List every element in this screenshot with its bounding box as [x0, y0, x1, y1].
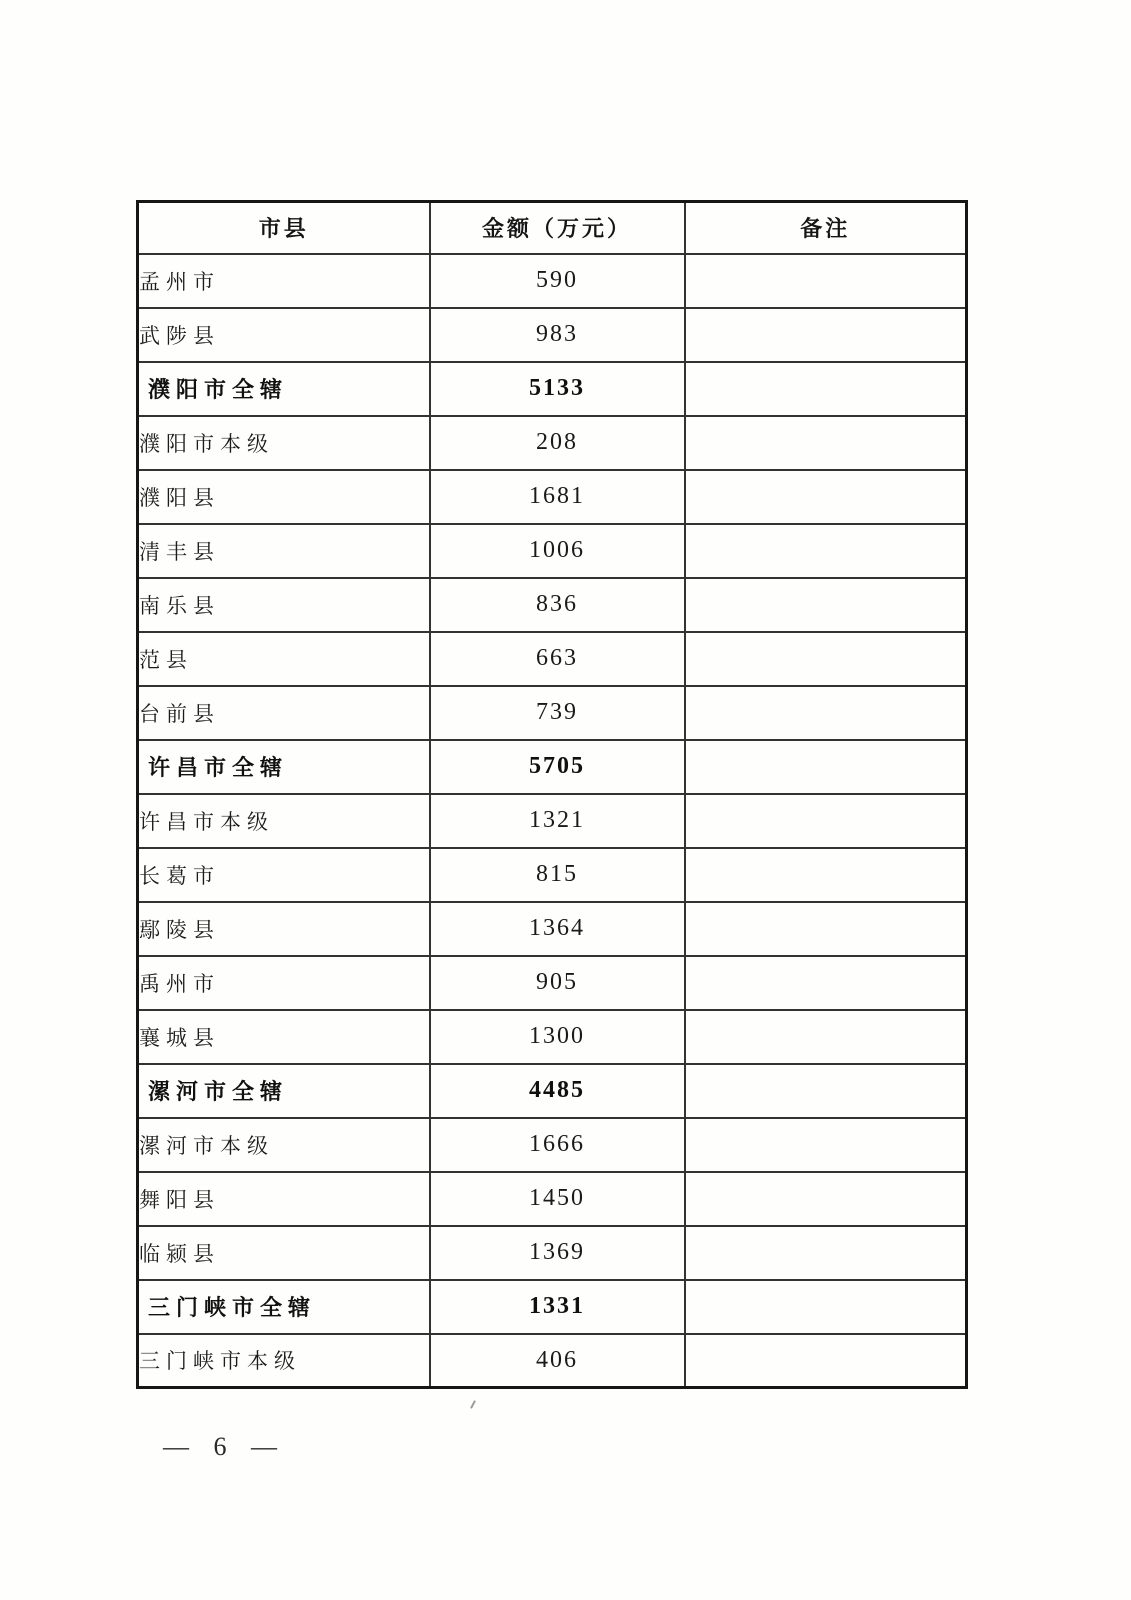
- amount-cell: 905: [430, 956, 685, 1010]
- allocation-table: [136, 200, 968, 1389]
- remark-cell: [685, 632, 967, 686]
- table-row: [138, 794, 967, 848]
- table-row: [138, 254, 967, 308]
- amount-cell: 590: [430, 254, 685, 308]
- region-cell: 濮阳县: [138, 470, 430, 524]
- region-cell: 清丰县: [138, 524, 430, 578]
- table-row: [138, 1334, 967, 1388]
- table-row: [138, 470, 967, 524]
- region-cell: 台前县: [138, 686, 430, 740]
- col-header-region: 市县: [138, 202, 430, 254]
- remark-cell: [685, 1280, 967, 1334]
- amount-cell: 815: [430, 848, 685, 902]
- region-cell: 三门峡市全辖: [138, 1280, 430, 1334]
- amount-cell: 836: [430, 578, 685, 632]
- table-row: [138, 902, 967, 956]
- region-cell: 漯河市全辖: [138, 1064, 430, 1118]
- amount-cell: 1666: [430, 1118, 685, 1172]
- amount-cell: 1681: [430, 470, 685, 524]
- amount-cell: 663: [430, 632, 685, 686]
- amount-cell: 1450: [430, 1172, 685, 1226]
- remark-cell: [685, 524, 967, 578]
- header-row: [138, 202, 967, 254]
- region-cell: 长葛市: [138, 848, 430, 902]
- remark-cell: [685, 686, 967, 740]
- remark-cell: [685, 470, 967, 524]
- remark-cell: [685, 740, 967, 794]
- table-row: [138, 686, 967, 740]
- remark-cell: [685, 1226, 967, 1280]
- col-header-amount: 金额（万元）: [430, 202, 685, 254]
- amount-cell: 406: [430, 1334, 685, 1388]
- remark-cell: [685, 308, 967, 362]
- region-cell: 孟州市: [138, 254, 430, 308]
- region-cell: 濮阳市本级: [138, 416, 430, 470]
- remark-cell: [685, 578, 967, 632]
- region-cell: 漯河市本级: [138, 1118, 430, 1172]
- table-row: [138, 848, 967, 902]
- amount-cell: 5705: [430, 740, 685, 794]
- remark-cell: [685, 1010, 967, 1064]
- amount-cell: 1331: [430, 1280, 685, 1334]
- table-row: [138, 578, 967, 632]
- region-cell: 鄢陵县: [138, 902, 430, 956]
- region-cell: 许昌市全辖: [138, 740, 430, 794]
- table-header: [138, 202, 967, 254]
- remark-cell: [685, 848, 967, 902]
- table-row: [138, 740, 967, 794]
- remark-cell: [685, 1334, 967, 1388]
- region-cell: 许昌市本级: [138, 794, 430, 848]
- amount-cell: 4485: [430, 1064, 685, 1118]
- col-header-remark: 备注: [685, 202, 967, 254]
- remark-cell: [685, 902, 967, 956]
- remark-cell: [685, 956, 967, 1010]
- table-row: [138, 632, 967, 686]
- region-cell: 武陟县: [138, 308, 430, 362]
- remark-cell: [685, 1118, 967, 1172]
- remark-cell: [685, 1172, 967, 1226]
- table-row: [138, 1172, 967, 1226]
- table-row: [138, 362, 967, 416]
- table-row: [138, 524, 967, 578]
- amount-cell: 1369: [430, 1226, 685, 1280]
- table-row: [138, 1064, 967, 1118]
- table-row: [138, 1226, 967, 1280]
- table-row: [138, 416, 967, 470]
- region-cell: 禹州市: [138, 956, 430, 1010]
- region-cell: 三门峡市本级: [138, 1334, 430, 1388]
- region-cell: 濮阳市全辖: [138, 362, 430, 416]
- remark-cell: [685, 1064, 967, 1118]
- amount-cell: 739: [430, 686, 685, 740]
- amount-cell: 1006: [430, 524, 685, 578]
- remark-cell: [685, 794, 967, 848]
- amount-cell: 1321: [430, 794, 685, 848]
- scan-speck-icon: [470, 1400, 476, 1409]
- amount-cell: 208: [430, 416, 685, 470]
- remark-cell: [685, 362, 967, 416]
- region-cell: 舞阳县: [138, 1172, 430, 1226]
- remark-cell: [685, 254, 967, 308]
- region-cell: 临颍县: [138, 1226, 430, 1280]
- amount-cell: 5133: [430, 362, 685, 416]
- region-cell: 南乐县: [138, 578, 430, 632]
- table-row: [138, 1010, 967, 1064]
- table-row: [138, 956, 967, 1010]
- table-row: [138, 308, 967, 362]
- region-cell: 襄城县: [138, 1010, 430, 1064]
- table-row: [138, 1280, 967, 1334]
- region-cell: 范县: [138, 632, 430, 686]
- remark-cell: [685, 416, 967, 470]
- amount-cell: 983: [430, 308, 685, 362]
- table-row: [138, 1118, 967, 1172]
- amount-cell: 1300: [430, 1010, 685, 1064]
- amount-cell: 1364: [430, 902, 685, 956]
- table-body: [138, 254, 967, 1388]
- page-number: — 6 —: [163, 1432, 278, 1461]
